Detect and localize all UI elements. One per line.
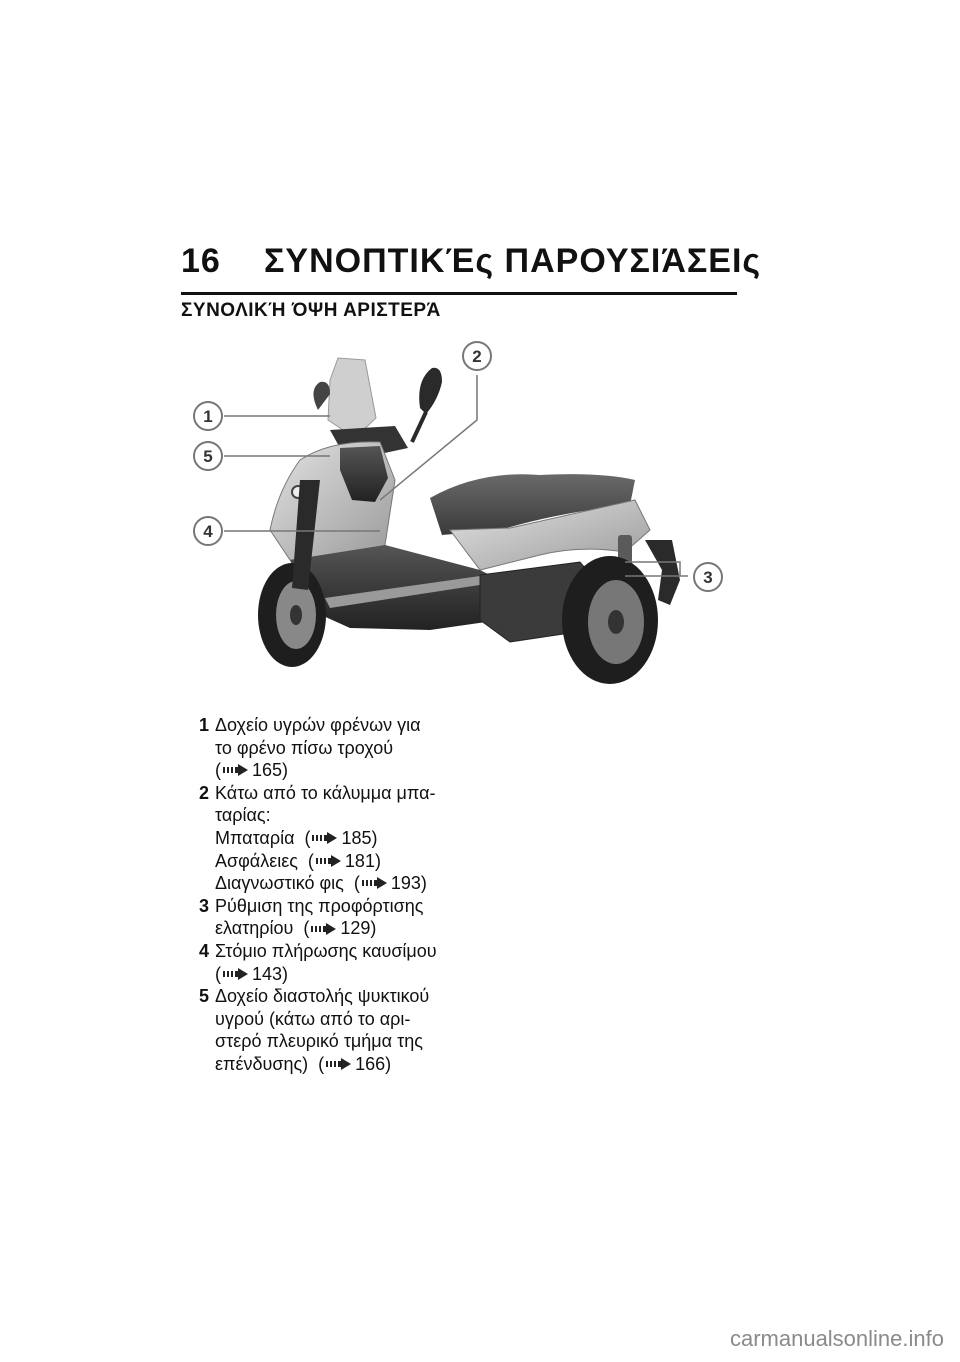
legend-item-line: Δοχείο διαστολής ψυκτικού — [215, 986, 430, 1007]
callout-3-label: 3 — [703, 568, 713, 587]
page-header — [181, 242, 762, 282]
page-ref-arrow-icon — [311, 923, 337, 935]
reference-label: επένδυσης) — [215, 1053, 309, 1074]
page-reference[interactable]: Μπαταρία ( 185) — [215, 827, 378, 848]
page-ref-arrow-icon — [326, 1058, 352, 1070]
legend-item-line: Δοχείο υγρών φρένων για — [215, 715, 421, 735]
callout-4-label: 4 — [203, 522, 213, 541]
reference-page: 185 — [341, 827, 372, 848]
page-reference[interactable]: Διαγνωστικό φις ( 193) — [215, 873, 427, 894]
callout-2 — [463, 342, 491, 370]
legend-item — [181, 782, 451, 895]
page-reference[interactable]: Ασφάλειες ( 181) — [215, 850, 381, 871]
page-reference[interactable]: ελατηρίου ( 129) — [215, 918, 377, 939]
legend-list — [181, 714, 451, 1076]
legend-item-line: το φρένο πίσω τροχού — [215, 737, 394, 758]
reference-page: 181 — [344, 850, 375, 871]
page-ref-arrow-icon — [362, 877, 388, 889]
reference-label: Ασφάλειες — [215, 850, 298, 871]
page-ref-arrow-icon — [316, 855, 342, 867]
page-reference[interactable]: ( 143) — [215, 963, 289, 984]
legend-item-line: Κάτω από το κάλυμμα μπα- — [215, 782, 436, 803]
legend-item-line: Στόμιο πλήρωσης καυσίμου — [215, 940, 437, 961]
legend-item — [181, 714, 451, 782]
windscreen — [328, 358, 376, 438]
reference-page: 193 — [390, 873, 421, 894]
page-ref-arrow-icon — [223, 764, 249, 776]
legend-item-text — [215, 985, 451, 1075]
scooter-left-view-figure — [180, 330, 740, 690]
footer-watermark: carmanualsonline.info — [729, 1326, 944, 1351]
legend-item-number: 4 — [198, 940, 209, 961]
callout-3 — [694, 563, 722, 591]
legend-item-number: 5 — [198, 986, 209, 1007]
legend-item-text — [215, 940, 451, 985]
reference-page: 143 — [252, 963, 283, 984]
rear-wheel — [562, 556, 658, 684]
callout-1 — [194, 402, 222, 430]
legend-item-text — [215, 782, 451, 895]
page-ref-arrow-icon — [312, 832, 338, 844]
legend-item-number: 1 — [198, 715, 209, 735]
reference-page: 165 — [252, 760, 283, 781]
reference-label: ελατηρίου — [215, 918, 294, 939]
reference-page: 166 — [355, 1053, 386, 1074]
mirror-left — [313, 382, 330, 410]
callout-1-label: 1 — [203, 407, 213, 426]
legend-item — [181, 985, 451, 1075]
callout-4 — [194, 517, 222, 545]
legend-item-number: 3 — [198, 895, 209, 916]
front-wheel — [258, 563, 326, 667]
legend-item-line: στερό πλευρικό τμήμα της — [215, 1031, 423, 1052]
reference-page: 129 — [340, 918, 371, 939]
legend-item-number: 2 — [198, 782, 209, 803]
legend-item-text — [215, 714, 451, 782]
page-ref-arrow-icon — [223, 968, 249, 980]
legend-item — [181, 940, 451, 985]
reference-label: Μπαταρία — [215, 827, 295, 848]
legend-item-line: ταρίας: — [215, 805, 271, 826]
chapter-title: ΣΥΝΟΠΤΙΚΈς ΠΑΡΟΥΣΙΆΣΕΙς — [264, 242, 762, 280]
callout-5-label: 5 — [203, 447, 213, 466]
legend-item — [181, 895, 451, 940]
callout-2-label: 2 — [472, 347, 482, 366]
legend-item-text — [215, 895, 451, 940]
legend-item-line: Ρύθμιση της προφόρτισης — [215, 895, 424, 916]
page-reference[interactable]: ( 165) — [215, 760, 289, 781]
legend-item-line: υγρού (κάτω από το αρι- — [215, 1008, 411, 1029]
header-rule — [181, 292, 737, 295]
page-number: 16 — [181, 242, 221, 280]
mirror-right — [419, 368, 442, 414]
section-title: ΣΥΝΟΛΙΚΉ ΌΨΗ ΑΡΙΣΤΕΡΆ — [181, 300, 441, 321]
callout-5 — [194, 442, 222, 470]
reference-label: Διαγνωστικό φις — [215, 873, 344, 894]
page-reference[interactable]: επένδυσης) ( 166) — [215, 1053, 392, 1074]
